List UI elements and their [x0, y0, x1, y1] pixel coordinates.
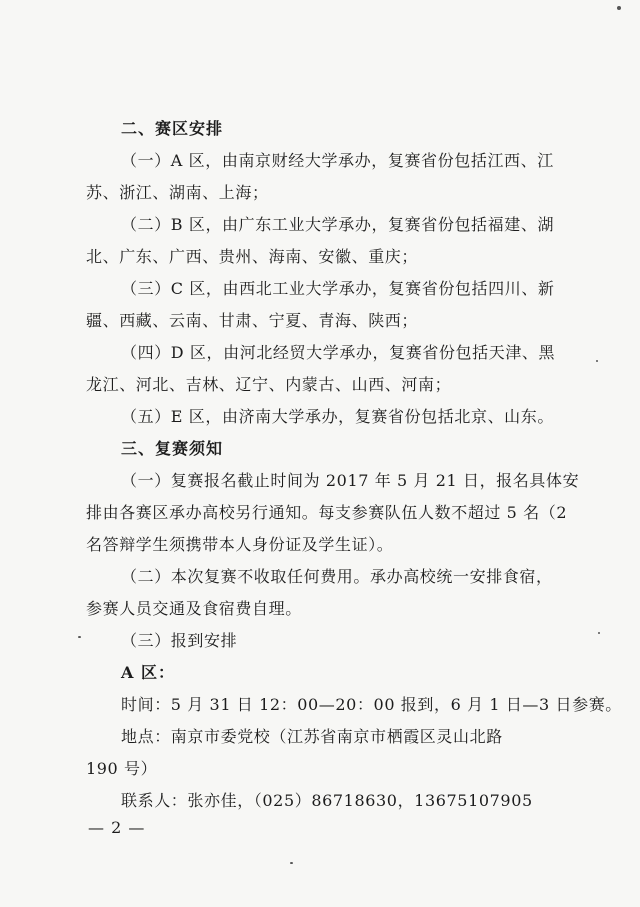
zone-b-line-1: （二）B 区，由广东工业大学承办，复赛省份包括福建、湖 [121, 215, 555, 234]
notice-1-line-3: 名答辩学生须携带本人身份证及学生证）。 [86, 535, 394, 554]
notice-2-line-1: （二）本次复赛不收取任何费用。承办高校统一安排食宿， [121, 567, 553, 586]
zone-b-line-2: 北、广东、广西、贵州、海南、安徽、重庆； [86, 247, 419, 266]
notice-3-line-1: （三）报到安排 [121, 631, 238, 650]
scan-speck [596, 360, 598, 362]
a-zone-location-line-1: 地点：南京市委党校（江苏省南京市栖霞区灵山北路 [121, 727, 503, 746]
page-number: — 2 — [88, 818, 146, 837]
a-zone-time: 时间：5 月 31 日 12：00—20：00 报到，6 月 1 日—3 日参赛。 [121, 695, 622, 714]
scan-speck [598, 632, 600, 634]
a-zone-label: A 区： [121, 663, 175, 682]
section-heading-zones: 二、赛区安排 [121, 119, 224, 138]
zone-c-line-2: 疆、西藏、云南、甘肃、宁夏、青海、陕西； [86, 311, 419, 330]
notice-1-line-1: （一）复赛报名截止时间为 2017 年 5 月 21 日，报名具体安 [121, 471, 580, 490]
a-zone-location-line-2: 190 号） [86, 759, 158, 778]
scan-speck [617, 6, 621, 10]
section-heading-notice: 三、复赛须知 [121, 439, 224, 458]
zone-a-line-2: 苏、浙江、湖南、上海； [86, 183, 269, 202]
zone-d-line-2: 龙江、河北、吉林、辽宁、内蒙古、山西、河南； [86, 375, 452, 394]
scan-speck [290, 862, 293, 864]
zone-c-line-1: （三）C 区，由西北工业大学承办，复赛省份包括四川、新 [121, 279, 555, 298]
notice-2-line-2: 参赛人员交通及食宿费自理。 [86, 599, 302, 618]
zone-d-line-1: （四）D 区，由河北经贸大学承办，复赛省份包括天津、黑 [121, 343, 556, 362]
scan-speck [78, 636, 81, 638]
zone-a-line-1: （一）A 区，由南京财经大学承办，复赛省份包括江西、江 [121, 151, 554, 170]
notice-1-line-2: 排由各赛区承办高校另行通知。每支参赛队伍人数不超过 5 名（2 [86, 503, 568, 522]
a-zone-contact: 联系人：张亦佳，（025）86718630，13675107905 [121, 791, 533, 810]
zone-e-line-1: （五）E 区，由济南大学承办，复赛省份包括北京、山东。 [121, 407, 554, 426]
